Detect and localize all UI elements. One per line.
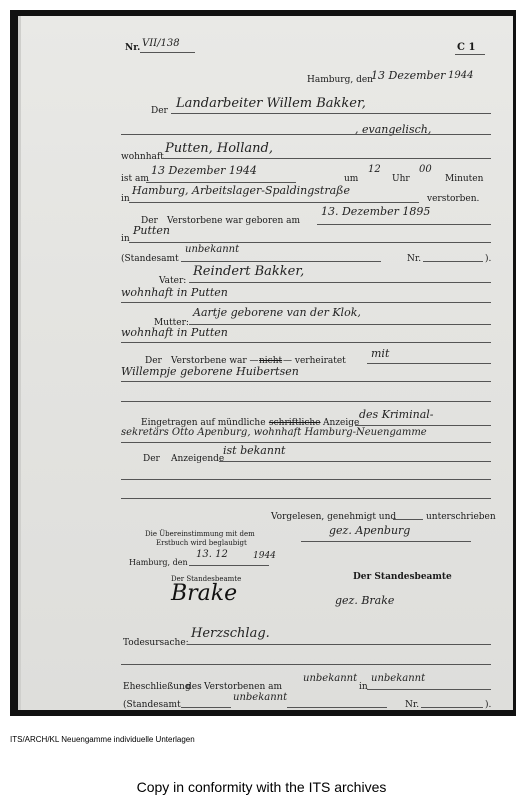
death-place-line (129, 202, 419, 203)
cause-line (187, 644, 491, 645)
blank-line-5 (121, 664, 491, 665)
blank-line (121, 134, 351, 135)
anzeigende-der: Der (143, 454, 160, 464)
death-date: 13 Dezember 1944 (151, 164, 257, 177)
birth-date-line (317, 224, 491, 225)
in-label: in (121, 194, 130, 204)
vater-wohnhaft: wohnhaft in Putten (121, 286, 228, 299)
mutter-label: Mutter: (154, 318, 189, 328)
marriage-nr-line (421, 707, 483, 708)
spouse-line (121, 381, 491, 382)
anzeigende-line (219, 461, 491, 462)
gez-signature-apenburg: gez. Apenburg (329, 524, 411, 537)
marriage-standesamt-line-a (181, 707, 231, 708)
cause-value: Herzschlag. (191, 626, 270, 641)
registration-value-1: des Kriminal- (359, 408, 434, 421)
standesamt-label: (Standesamt (121, 254, 179, 264)
religion: , evangelisch, (355, 123, 432, 136)
death-hour: 12 (368, 164, 381, 175)
signature-brake-handwritten: Brake (171, 581, 238, 606)
um-label: um (344, 174, 359, 184)
nr-label: Nr. (125, 43, 141, 53)
form-code-line (455, 54, 485, 55)
scanned-document (10, 10, 516, 716)
verstorben-label: verstorben. (427, 194, 480, 204)
standesamt-value: unbekannt (185, 244, 240, 255)
signature-gez-brake: gez. Brake (335, 594, 395, 607)
mutter-wohnhaft: wohnhaft in Putten (121, 326, 228, 339)
born-prefix: Der (141, 216, 158, 226)
death-date-line (146, 182, 296, 183)
place-label: Hamburg, den (307, 75, 373, 85)
wohnhaft-line (161, 158, 491, 159)
mutter-wohnhaft-line (121, 342, 491, 343)
cause-label: Todesursache: (123, 638, 189, 648)
birth-date: 13. Dezember 1895 (321, 205, 431, 218)
copy-notice: Copy in conformity with the ITS archives (136, 779, 387, 795)
ist-am-label: ist am (121, 174, 149, 184)
marriage-place-line (367, 689, 491, 690)
marriage-in: in (359, 682, 368, 692)
standesbeamte-small: Der Standesbeamte (171, 575, 242, 583)
vater-value: Reindert Bakker, (193, 264, 305, 279)
marriage-standesamt-line-b (287, 707, 387, 708)
birth-in-label: in (121, 234, 130, 244)
mutter-value: Aartje geborene van der Klok, (193, 306, 361, 319)
registration-value-2: sekretärs Otto Apenburg, wohnhaft Hamburg-Neuengamme (121, 427, 427, 438)
registration-line-2 (121, 442, 491, 443)
apenburg-line (301, 541, 471, 542)
marriage-standesamt-value: unbekannt (233, 692, 288, 703)
marital-label-a: Verstorbene war — (171, 356, 259, 366)
marital-label-b: — verheiratet (283, 356, 346, 366)
vorgelesen-line (393, 519, 423, 520)
death-minute: 00 (419, 164, 432, 175)
nr-line (140, 52, 195, 53)
uebereinstimmung-line-1: Die Übereinstimmung mit dem (145, 530, 255, 538)
death-place: Hamburg, Arbeitslager-Spaldingstraße (132, 184, 351, 197)
archive-source: ITS/ARCH/KL Neuengamme individuelle Unterlagen (10, 735, 195, 744)
wohnhaft-label: wohnhaft (121, 152, 164, 162)
deceased-name: Landarbeiter Willem Bakker, (176, 96, 366, 111)
nr-label-birth: Nr. (407, 254, 422, 264)
blank-line-4 (121, 498, 491, 499)
vorgelesen-label: Vorgelesen, genehmigt und (271, 512, 397, 522)
hamburg-den-label: Hamburg, den (129, 558, 188, 567)
uebereinstimmung-line-2: Erstbuch wird beglaubigt (156, 539, 247, 547)
religion-line (351, 134, 491, 135)
marriage-nr-end: ). (485, 700, 492, 710)
registration-label-a: Eingetragen auf mündliche — (141, 418, 278, 428)
born-label: Verstorbene war geboren am (167, 216, 301, 226)
marriage-standesamt-label: (Standesamt (123, 700, 181, 710)
beglaubigt-date: 13. 12 (196, 549, 228, 560)
marriage-label-a: Eheschließung (123, 682, 191, 692)
marital-mit: mit (371, 347, 390, 360)
anzeigende-value: ist bekannt (223, 444, 286, 457)
marital-der: Der (145, 356, 162, 366)
marriage-nr-label: Nr. (405, 700, 420, 710)
registration-line-1 (355, 425, 491, 426)
birth-place: Putten (133, 224, 170, 237)
vater-wohnhaft-line (121, 302, 491, 303)
uhr-label: Uhr (392, 174, 410, 184)
der-label: Der (151, 106, 168, 116)
place-date: 13 Dezember (371, 69, 446, 82)
marriage-date: unbekannt (303, 673, 358, 684)
blank-line-3 (121, 479, 491, 480)
standesamt-line (181, 261, 381, 262)
unterschrieben-label: unterschrieben (426, 512, 496, 522)
beglaubigt-year: 1944 (253, 551, 276, 561)
minuten-label: Minuten (445, 174, 484, 184)
name-line (171, 113, 491, 114)
form-code: C 1 (457, 42, 476, 53)
marital-struck: nicht (259, 356, 283, 366)
registration-struck: schriftliche (269, 418, 321, 428)
register-number: VII/138 (142, 38, 180, 49)
marriage-place: unbekannt (371, 673, 426, 684)
death-certificate-page (18, 16, 513, 710)
marriage-label-b: Verstorbenen am (204, 682, 283, 692)
registration-label-b: Anzeige (323, 418, 360, 428)
place-year: 1944 (448, 70, 474, 81)
nr-end-birth: ). (485, 254, 492, 264)
mutter-line (189, 324, 491, 325)
wohnhaft-value: Putten, Holland, (165, 141, 273, 156)
marriage-des: des (186, 682, 202, 692)
anzeigende-label: Anzeigende (171, 454, 225, 464)
standesbeamte-big: Der Standesbeamte (353, 572, 452, 582)
beglaubigt-line (189, 565, 269, 566)
vater-line (189, 282, 491, 283)
spouse-name: Willempje geborene Huibertsen (121, 365, 299, 378)
birth-place-line (129, 242, 491, 243)
marital-line (367, 363, 491, 364)
vater-label: Vater: (159, 276, 187, 286)
blank-line-2 (121, 401, 491, 402)
nr-birth-line (423, 261, 483, 262)
